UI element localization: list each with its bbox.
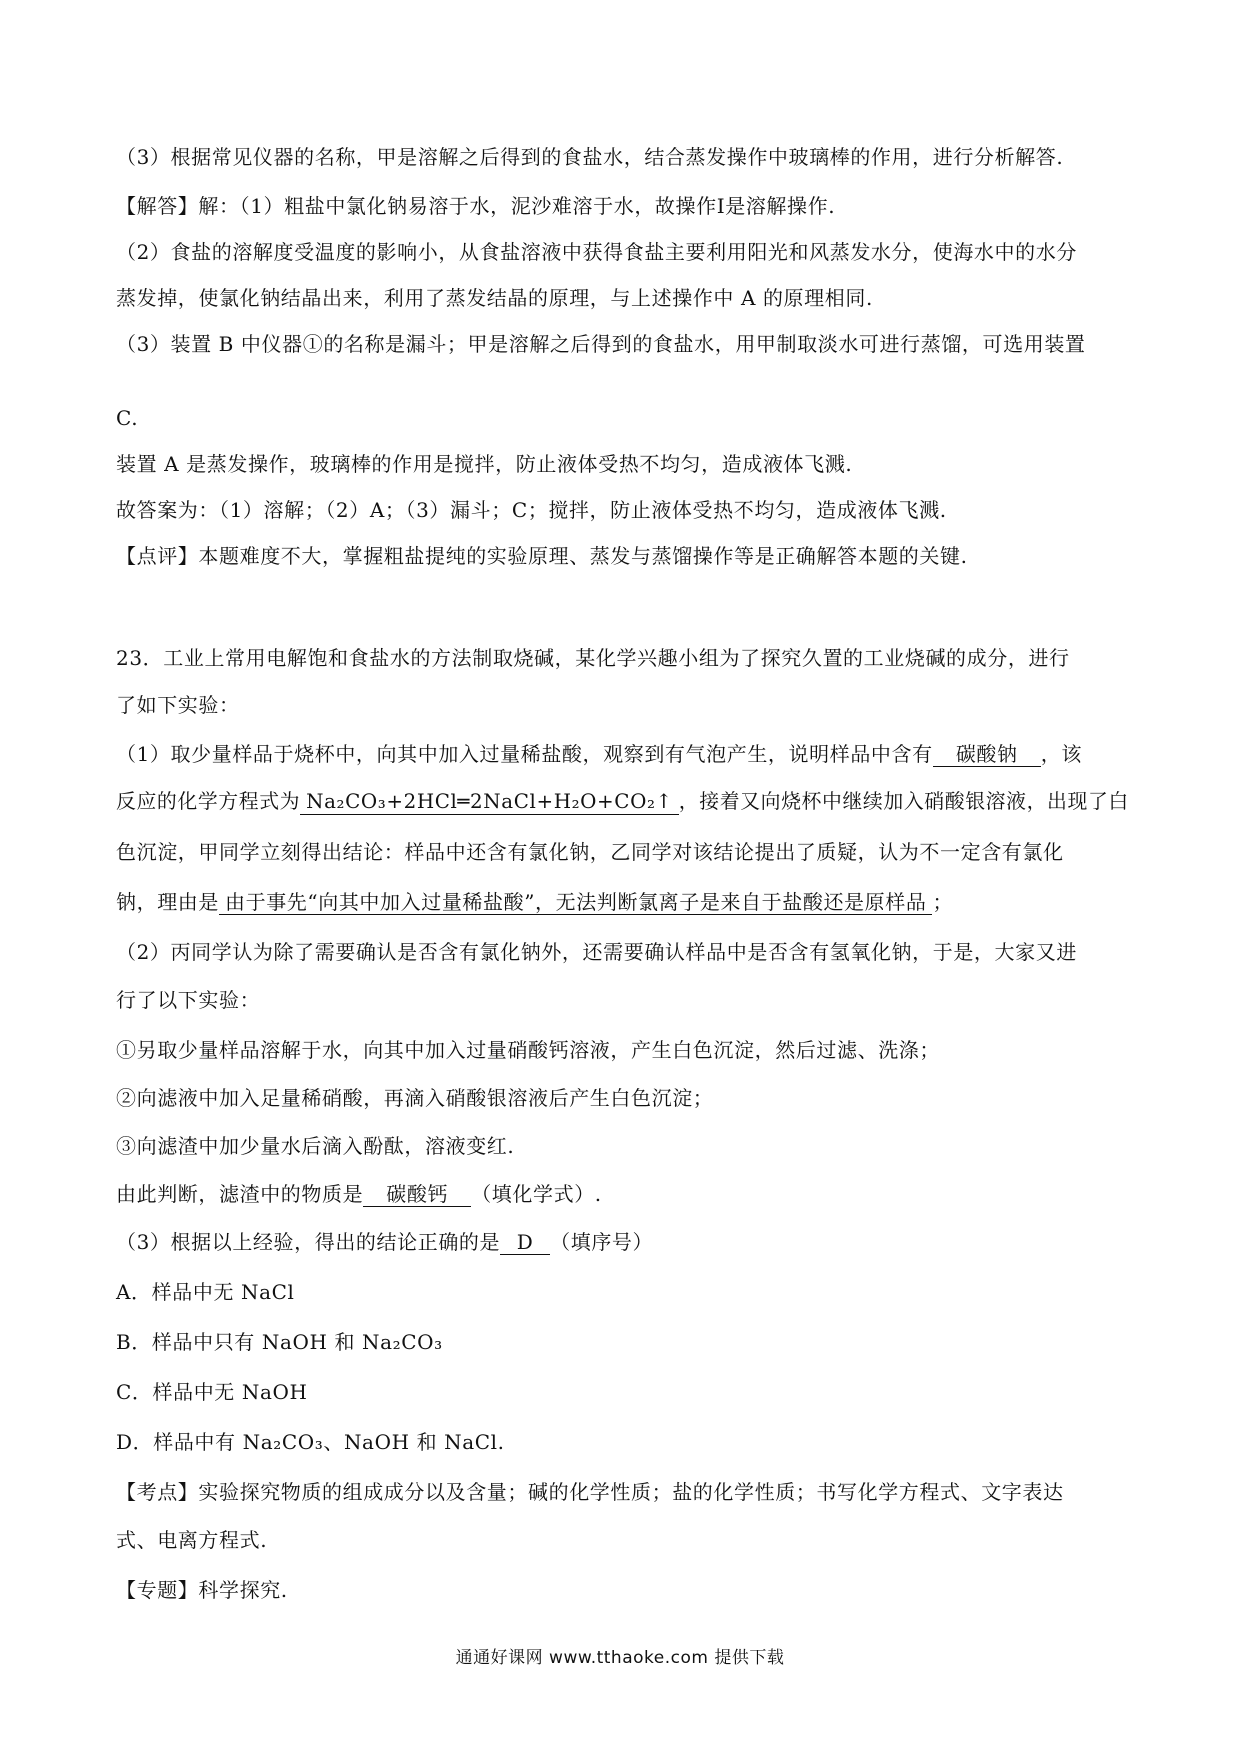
text-segment: ，接着又向烧杯中继续加入硝酸银溶液，出现了白	[678, 790, 1129, 813]
text-line: 蒸发掉，使氯化钠结晶出来，利用了蒸发结晶的原理，与上述操作中 A 的原理相同.	[116, 286, 873, 310]
answer-blank-4: 碳酸钙	[363, 1182, 471, 1207]
text-line: 色沉淀，甲同学立刻得出结论：样品中还含有氯化钠，乙同学对该结论提出了质疑，认为不一定含有氯化	[116, 840, 1064, 864]
page-footer: 通通好课网 www.tthaoke.com 提供下载	[455, 1648, 785, 1668]
answer-blank-2: Na₂CO₃+2HCl═2NaCl+H₂O+CO₂↑	[300, 790, 679, 815]
text-line: ③向滤渣中加少量水后滴入酚酞，溶液变红.	[116, 1134, 515, 1158]
text-line: 故答案为：（1）溶解；（2）A；（3）漏斗；C；搅拌，防止液体受热不均匀，造成液体飞溅.	[116, 498, 947, 522]
text-line: C.	[116, 406, 139, 430]
answer-blank-3: 由于事先“向其中加入过量稀盐酸”，无法判断氯离子是来自于盐酸还是原样品	[219, 890, 932, 915]
text-line: 了如下实验：	[116, 693, 240, 717]
text-segment: ，该	[1040, 742, 1082, 766]
text-line: 【考点】实验探究物质的组成成分以及含量；碱的化学性质；盐的化学性质；书写化学方程式、文字表达	[116, 1480, 1064, 1504]
text-line	[116, 740, 1082, 768]
answer-blank-5: D	[500, 1230, 550, 1255]
text-line: 装置 A 是蒸发操作，玻璃棒的作用是搅拌，防止液体受热不均匀，造成液体飞溅.	[116, 452, 853, 476]
text-line	[116, 1180, 602, 1208]
text-segment: （填化学式）.	[471, 1182, 602, 1206]
text-line	[116, 1228, 653, 1256]
text-line: （2）丙同学认为除了需要确认是否含有氯化钠外，还需要确认样品中是否含有氢氧化钠，于是，大家又进	[116, 940, 1077, 964]
text-line: 【点评】本题难度不大，掌握粗盐提纯的实验原理、蒸发与蒸馏操作等是正确解答本题的关键.	[116, 544, 968, 568]
text-segment: 反应的化学方程式为	[116, 790, 301, 813]
text-line: ①另取少量样品溶解于水，向其中加入过量硝酸钙溶液，产生白色沉淀，然后过滤、洗涤；	[116, 1038, 940, 1062]
option-a: A．样品中无 NaCl	[116, 1280, 295, 1304]
text-line: （3）装置 B 中仪器①的名称是漏斗；甲是溶解之后得到的食盐水，用甲制取淡水可进行蒸馏，可选用装置	[116, 332, 1086, 356]
option-d: D．样品中有 Na₂CO₃、NaOH 和 NaCl.	[116, 1430, 505, 1454]
text-line: ②向滤液中加入足量稀硝酸，再滴入硝酸银溶液后产生白色沉淀；	[116, 1086, 714, 1110]
text-segment: ；	[932, 890, 954, 914]
text-line: （3）根据常见仪器的名称，甲是溶解之后得到的食盐水，结合蒸发操作中玻璃棒的作用，进行分析解答.	[116, 145, 1064, 169]
text-line	[116, 788, 1129, 816]
text-segment: （1）取少量样品于烧杯中，向其中加入过量稀盐酸，观察到有气泡产生，说明样品中含有	[116, 742, 933, 766]
text-line: （2）食盐的溶解度受温度的影响小，从食盐溶液中获得食盐主要利用阳光和风蒸发水分，使海水中的水分	[116, 240, 1077, 264]
text-line: 式、电离方程式.	[116, 1528, 268, 1552]
text-segment: （3）根据以上经验，得出的结论正确的是	[116, 1230, 501, 1254]
option-c: C．样品中无 NaOH	[116, 1380, 308, 1404]
text-segment: 钠，理由是	[116, 890, 219, 914]
option-b: B．样品中只有 NaOH 和 Na₂CO₃	[116, 1330, 443, 1354]
answer-blank-1: 碳酸钠	[933, 742, 1041, 767]
text-segment: 由此判断，滤渣中的物质是	[116, 1182, 364, 1206]
question-23-text: 23．工业上常用电解饱和食盐水的方法制取烧碱，某化学兴趣小组为了探究久置的工业烧碱的成分，进行	[116, 646, 1070, 670]
text-line: 【解答】解：（1）粗盐中氯化钠易溶于水，泥沙难溶于水，故操作Ⅰ是溶解操作.	[116, 194, 836, 218]
text-segment: （填序号）	[550, 1230, 654, 1254]
text-line: 行了以下实验：	[116, 988, 261, 1012]
text-line: 【专题】科学探究.	[116, 1578, 288, 1602]
text-line	[116, 888, 953, 916]
